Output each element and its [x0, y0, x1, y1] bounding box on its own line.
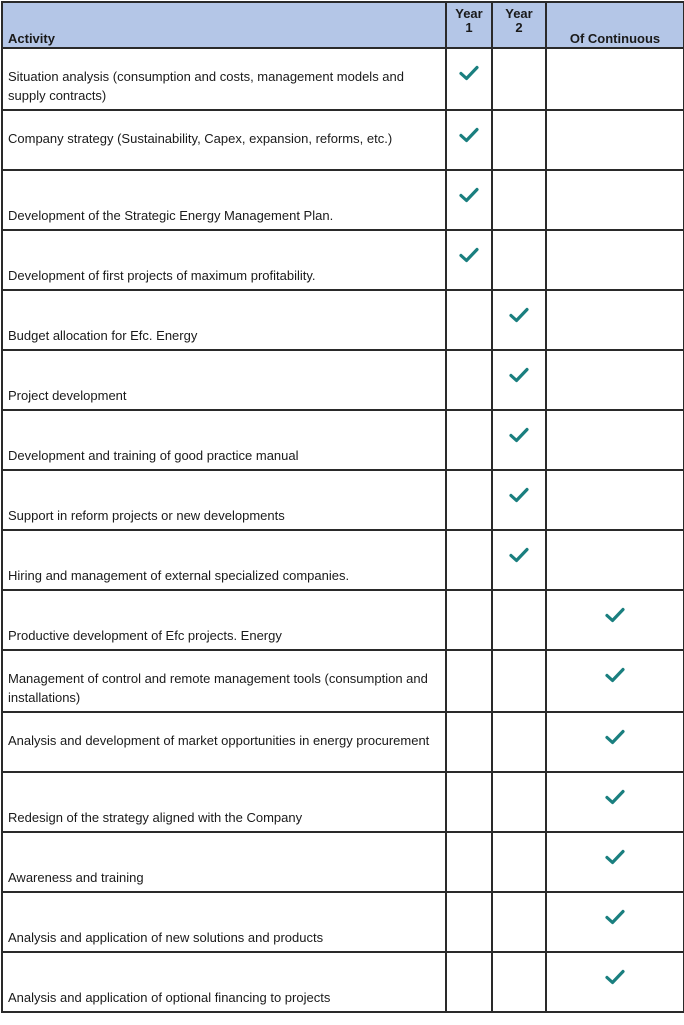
- activity-cell: Project development: [2, 350, 446, 410]
- table-row: [2, 230, 684, 290]
- period-cell-year1: [446, 772, 492, 832]
- table-row: [2, 410, 684, 470]
- period-cell-year1: [446, 892, 492, 952]
- period-cell-year2: [492, 650, 546, 712]
- period-cell-year1: [446, 350, 492, 410]
- period-cell-year1: [446, 230, 492, 290]
- period-cell-year2: [492, 230, 546, 290]
- checkmark-icon: [605, 729, 625, 745]
- period-cell-continuous: [546, 832, 684, 892]
- activity-cell: Analysis and development of market opportunities in energy procurement: [2, 712, 446, 772]
- activity-cell: Development of the Strategic Energy Management Plan.: [2, 170, 446, 230]
- period-cell-year2: [492, 892, 546, 952]
- period-cell-year1: [446, 470, 492, 530]
- checkmark-icon: [509, 307, 529, 323]
- header-activity: Activity: [2, 2, 446, 48]
- period-cell-continuous: [546, 772, 684, 832]
- header-year-2-number: 2: [515, 20, 523, 35]
- period-cell-continuous: [546, 712, 684, 772]
- checkmark-icon: [509, 487, 529, 503]
- period-cell-year1: [446, 290, 492, 350]
- checkmark-icon: [605, 607, 625, 623]
- activity-cell: Support in reform projects or new developments: [2, 470, 446, 530]
- table-row: [2, 530, 684, 590]
- table-row: [2, 892, 684, 952]
- period-cell-year2: [492, 952, 546, 1012]
- period-cell-year2: [492, 290, 546, 350]
- period-cell-continuous: [546, 350, 684, 410]
- header-year-1-number: 1: [465, 20, 473, 35]
- period-cell-year2: [492, 832, 546, 892]
- period-cell-year1: [446, 170, 492, 230]
- activity-cell: Productive development of Efc projects. Energy: [2, 590, 446, 650]
- activity-cell: Hiring and management of external specialized companies.: [2, 530, 446, 590]
- period-cell-year1: [446, 410, 492, 470]
- activity-plan-table: [1, 1, 684, 1013]
- period-cell-year1: [446, 530, 492, 590]
- period-cell-continuous: [546, 110, 684, 170]
- table-header: [2, 2, 684, 48]
- table-row: [2, 590, 684, 650]
- checkmark-icon: [459, 65, 479, 81]
- table-row: [2, 170, 684, 230]
- header-year-2: [492, 2, 546, 48]
- period-cell-year1: [446, 952, 492, 1012]
- activity-cell: Budget allocation for Efc. Energy: [2, 290, 446, 350]
- header-row: [2, 2, 684, 48]
- checkmark-icon: [605, 909, 625, 925]
- period-cell-continuous: [546, 590, 684, 650]
- checkmark-icon: [509, 367, 529, 383]
- period-cell-continuous: [546, 470, 684, 530]
- checkmark-icon: [459, 187, 479, 203]
- activity-cell: Redesign of the strategy aligned with the Company: [2, 772, 446, 832]
- period-cell-year2: [492, 410, 546, 470]
- checkmark-icon: [509, 547, 529, 563]
- table-row: [2, 712, 684, 772]
- checkmark-icon: [459, 247, 479, 263]
- period-cell-continuous: [546, 892, 684, 952]
- period-cell-continuous: [546, 952, 684, 1012]
- table-row: [2, 48, 684, 110]
- activity-cell: Management of control and remote management tools (consumption and installations): [2, 650, 446, 712]
- period-cell-year1: [446, 590, 492, 650]
- period-cell-year2: [492, 530, 546, 590]
- activity-cell: Situation analysis (consumption and costs, management models and supply contracts): [2, 48, 446, 110]
- activity-cell: Development of first projects of maximum profitability.: [2, 230, 446, 290]
- table-row: [2, 470, 684, 530]
- activity-cell: Analysis and application of optional financing to projects: [2, 952, 446, 1012]
- period-cell-year2: [492, 48, 546, 110]
- checkmark-icon: [605, 969, 625, 985]
- table-row: [2, 952, 684, 1012]
- header-year-2-label: Year: [505, 6, 533, 21]
- period-cell-year2: [492, 712, 546, 772]
- checkmark-icon: [509, 427, 529, 443]
- period-cell-year2: [492, 170, 546, 230]
- period-cell-continuous: [546, 170, 684, 230]
- activity-cell: Company strategy (Sustainability, Capex, expansion, reforms, etc.): [2, 110, 446, 170]
- period-cell-continuous: [546, 230, 684, 290]
- period-cell-year2: [492, 110, 546, 170]
- period-cell-continuous: [546, 290, 684, 350]
- table-row: [2, 290, 684, 350]
- table-row: [2, 650, 684, 712]
- checkmark-icon: [605, 849, 625, 865]
- period-cell-year2: [492, 350, 546, 410]
- period-cell-year2: [492, 470, 546, 530]
- checkmark-icon: [459, 127, 479, 143]
- header-year-1-label: Year: [455, 6, 483, 21]
- period-cell-year2: [492, 772, 546, 832]
- header-year-1: [446, 2, 492, 48]
- checkmark-icon: [605, 667, 625, 683]
- table-row: [2, 772, 684, 832]
- table-row: [2, 832, 684, 892]
- activity-cell: Analysis and application of new solutions and products: [2, 892, 446, 952]
- period-cell-year1: [446, 832, 492, 892]
- period-cell-continuous: [546, 530, 684, 590]
- period-cell-year1: [446, 110, 492, 170]
- header-continuous: Of Continuous: [546, 2, 684, 48]
- period-cell-continuous: [546, 48, 684, 110]
- period-cell-year1: [446, 712, 492, 772]
- table-body: [2, 48, 684, 1012]
- period-cell-continuous: [546, 650, 684, 712]
- table-row: [2, 110, 684, 170]
- period-cell-year1: [446, 650, 492, 712]
- period-cell-year2: [492, 590, 546, 650]
- activity-cell: Awareness and training: [2, 832, 446, 892]
- period-cell-year1: [446, 48, 492, 110]
- activity-cell: Development and training of good practice manual: [2, 410, 446, 470]
- checkmark-icon: [605, 789, 625, 805]
- period-cell-continuous: [546, 410, 684, 470]
- table-row: [2, 350, 684, 410]
